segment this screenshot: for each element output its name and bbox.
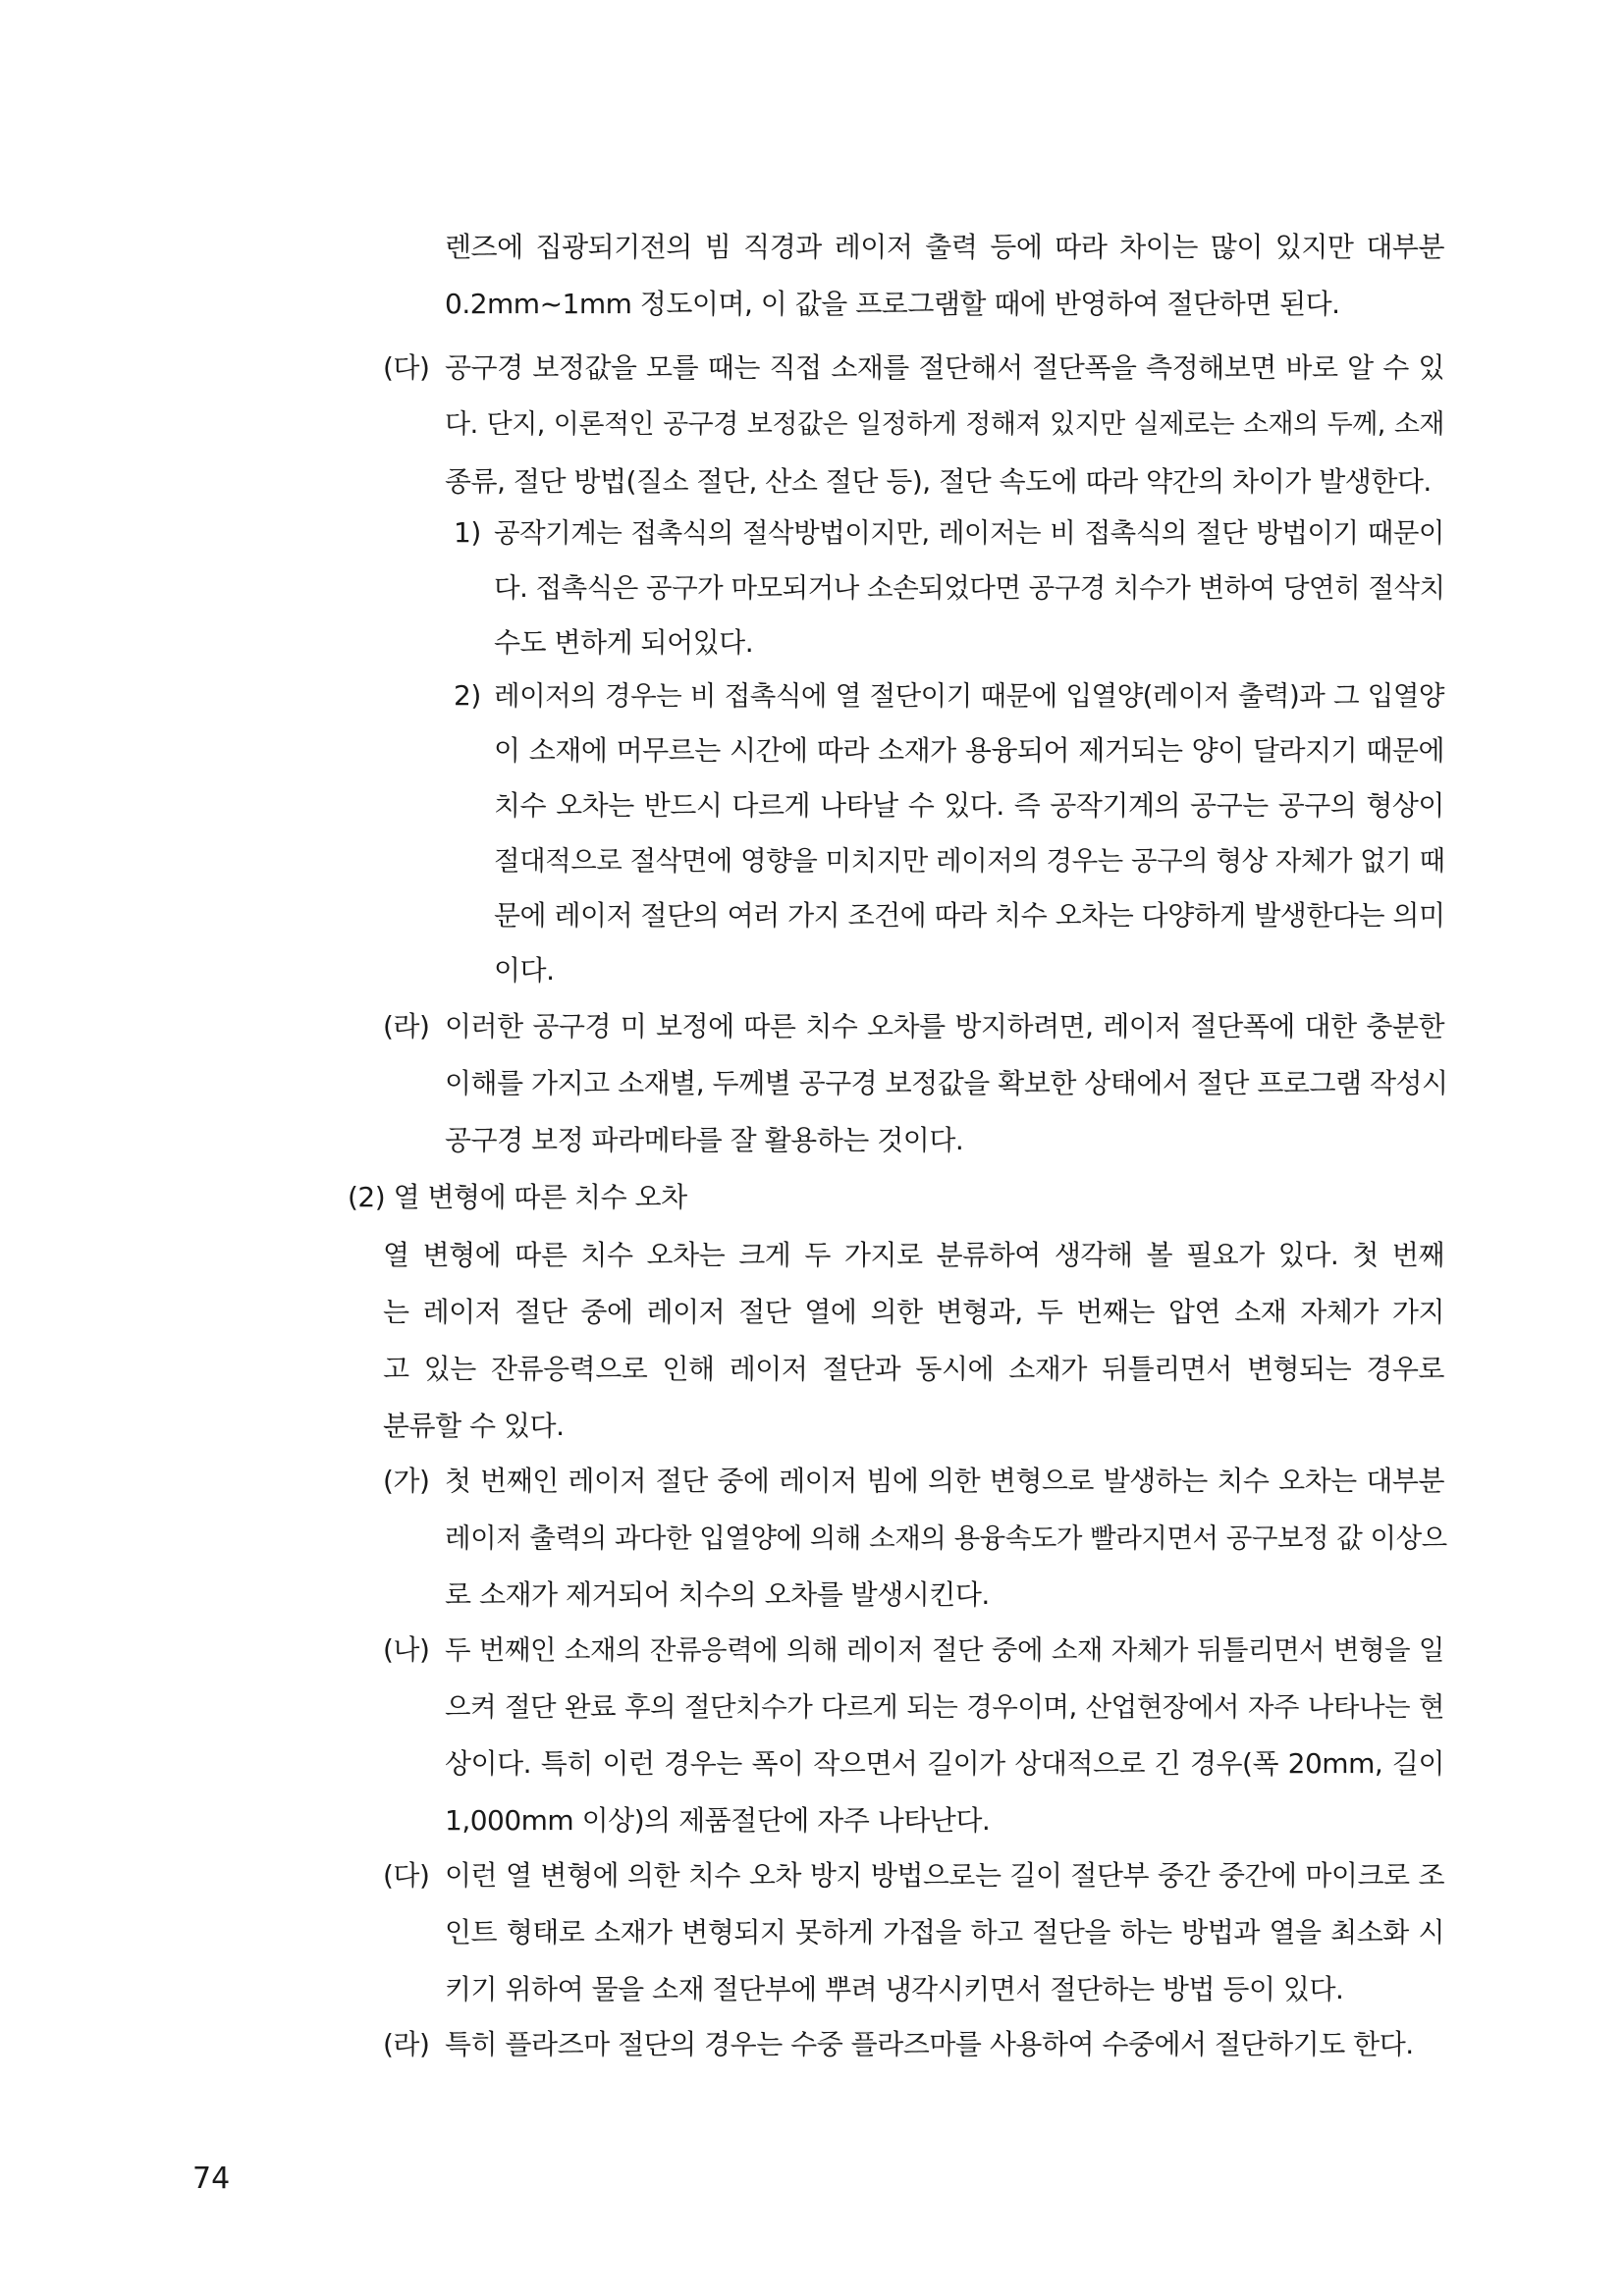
text-line: 이러한 공구경 미 보정에 따른 치수 오차를 방지하려면, 레이저 절단폭에 대한 충분한: [445, 1010, 1444, 1042]
text-line: 절대적으로 절삭면에 영향을 미치지만 레이저의 경우는 공구의 형상 자체가 없기 때: [494, 845, 1445, 877]
item-marker: (가): [383, 1465, 430, 1497]
text-line: 문에 레이저 절단의 여러 가지 조건에 따라 치수 오차는 다양하게 발생한다는 의미: [494, 899, 1445, 932]
text-line: 치수 오차는 반드시 다르게 나타날 수 있다. 즉 공작기계의 공구는 공구의 형상이: [494, 789, 1444, 822]
item-marker: (다): [383, 1859, 430, 1892]
text-line: 이런 열 변형에 의한 치수 오차 방지 방법으로는 길이 절단부 중간 중간에 마이크로 조: [445, 1859, 1444, 1892]
text-line: 으켜 절단 완료 후의 절단치수가 다르게 되는 경우이며, 산업현장에서 자주 나타나는 현: [445, 1691, 1444, 1723]
text-line: 로 소재가 제거되어 치수의 오차를 발생시킨다.: [445, 1578, 990, 1611]
text-line: 렌즈에 집광되기전의 빔 직경과 레이저 출력 등에 따라 차이는 많이 있지만 대부분: [445, 231, 1444, 263]
item-marker: 2): [454, 679, 481, 712]
item-marker: (라): [383, 1010, 430, 1042]
item-marker: 1): [454, 516, 481, 549]
page-number: 74: [192, 2162, 231, 2196]
text-line: 공구경 보정 파라메타를 잘 활용하는 것이다.: [445, 1124, 964, 1156]
item-marker: (나): [383, 1633, 430, 1666]
text-line: 열 변형에 따른 치수 오차는 크게 두 가지로 분류하여 생각해 볼 필요가 있다. 첫 번째: [383, 1239, 1444, 1271]
text-line: 이다.: [494, 954, 555, 987]
section-heading: (2) 열 변형에 따른 치수 오차: [348, 1181, 687, 1213]
text-line: 이 소재에 머무르는 시간에 따라 소재가 용융되어 제거되는 양이 달라지기 때문에: [494, 734, 1444, 767]
text-line: 두 번째인 소재의 잔류응력에 의해 레이저 절단 중에 소재 자체가 뒤틀리면서 변형을 일: [445, 1634, 1444, 1666]
text-line: 공구경 보정값을 모를 때는 직접 소재를 절단해서 절단폭을 측정해보면 바로 알 수 있: [445, 351, 1444, 384]
text-line: 이해를 가지고 소재별, 두께별 공구경 보정값을 확보한 상태에서 절단 프로그램 작성시: [445, 1067, 1448, 1099]
item-marker: (다): [383, 351, 430, 384]
item-marker: (라): [383, 2028, 430, 2060]
text-line: 종류, 절단 방법(질소 절단, 산소 절단 등), 절단 속도에 따라 약간의 차이가 발생한다.: [445, 465, 1432, 498]
text-line: 첫 번째인 레이저 절단 중에 레이저 빔에 의한 변형으로 발생하는 치수 오차는 대부분: [445, 1465, 1444, 1497]
text-line: 수도 변하게 되어있다.: [494, 626, 754, 659]
text-line: 공작기계는 접촉식의 절삭방법이지만, 레이저는 비 접촉식의 절단 방법이기 때문이: [494, 517, 1444, 549]
text-line: 인트 형태로 소재가 변형되지 못하게 가접을 하고 절단을 하는 방법과 열을 최소화 시: [445, 1916, 1444, 1949]
text-line: 1,000mm 이상)의 제품절단에 자주 나타난다.: [445, 1804, 991, 1837]
text-line: 다. 단지, 이론적인 공구경 보정값은 일정하게 정해져 있지만 실제로는 소재의 두께, 소재: [445, 409, 1444, 440]
text-line: 키기 위하여 물을 소재 절단부에 뿌려 냉각시키면서 절단하는 방법 등이 있다.: [445, 1973, 1344, 2005]
text-line: 는 레이저 절단 중에 레이저 절단 열에 의한 변형과, 두 번째는 압연 소재 자체가 가지: [383, 1296, 1444, 1328]
text-line: 고 있는 잔류응력으로 인해 레이저 절단과 동시에 소재가 뒤틀리면서 변형되는 경우로: [383, 1353, 1444, 1385]
text-line: 다. 접촉식은 공구가 마모되거나 소손되었다면 공구경 치수가 변하여 당연히 절삭치: [494, 572, 1445, 604]
text-line: 레이저의 경우는 비 접촉식에 열 절단이기 때문에 입열양(레이저 출력)과 그 입열양: [494, 680, 1444, 712]
text-line: 특히 플라즈마 절단의 경우는 수중 플라즈마를 사용하여 수중에서 절단하기도 한다.: [445, 2028, 1414, 2060]
text-line: 0.2mm~1mm 정도이며, 이 값을 프로그램할 때에 반영하여 절단하면 된다.: [445, 288, 1340, 320]
text-line: 분류할 수 있다.: [383, 1410, 565, 1442]
text-line: 상이다. 특히 이런 경우는 폭이 작으면서 길이가 상대적으로 긴 경우(폭 20mm, 길이: [445, 1747, 1444, 1780]
text-line: 레이저 출력의 과다한 입열양에 의해 소재의 용융속도가 빨라지면서 공구보정 값 이상으: [445, 1522, 1447, 1554]
